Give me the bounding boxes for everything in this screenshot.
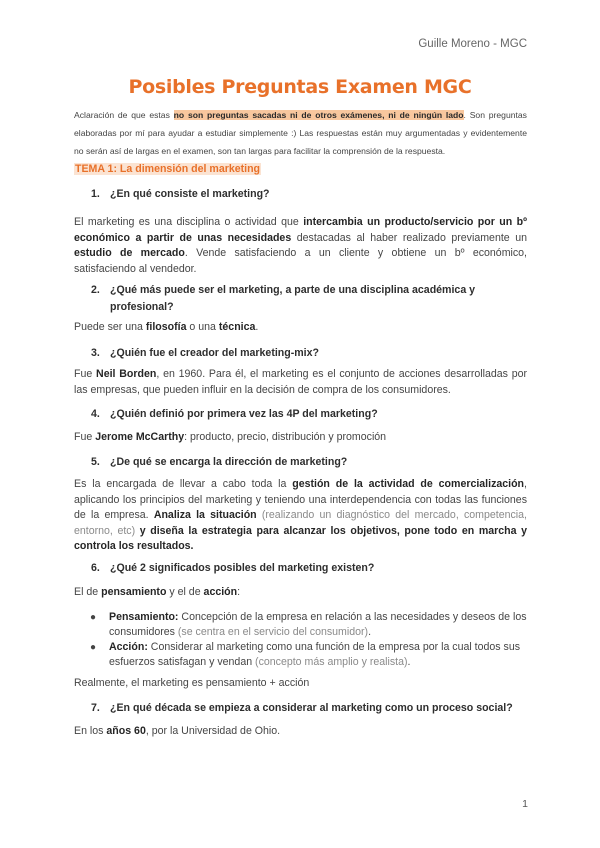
answer-text: En los xyxy=(74,725,107,737)
header-author: Guille Moreno - MGC xyxy=(418,38,527,50)
question-text: ¿Quién fue el creador del marketing-mix? xyxy=(110,347,319,359)
answer-text: Es la encargada de llevar a cabo toda la xyxy=(74,478,293,490)
bullet-text: Concepción de la empresa en relación a las necesidades y deseos de los consumidores xyxy=(109,611,527,638)
question-2 xyxy=(91,282,527,315)
question-text: ¿En qué consiste el marketing? xyxy=(110,188,270,200)
intro-rest: . Son preguntas elaboradas por mí para ayudar a estudiar simplemente :) Las respuestas están muy argumentadas y evidentemente no serán así de largas en el examen, son tan largas para facilitar la comprensión de la respuesta. xyxy=(74,110,527,156)
answer-bold: Neil Borden xyxy=(96,368,157,380)
answer-text: Fue xyxy=(74,368,97,380)
answer-text: , aplicando los principios del marketing y teniendo una interdependencia con todas las funciones de la empresa. xyxy=(74,478,527,522)
bullet-item xyxy=(90,610,527,640)
answer-text: , en 1960. Para él, el marketing es el conjunto de acciones desarrolladas por las empresas, que pueden influir en la decisión de compra de los consumidores. xyxy=(74,368,528,396)
answer-text: : xyxy=(237,586,241,598)
answer-bold: gestión de la actividad de comercialización xyxy=(292,478,525,490)
intro-paragraph xyxy=(74,107,527,160)
question-6 xyxy=(91,560,527,577)
answer-6-conclusion: Realmente, el marketing es pensamiento + acción xyxy=(74,677,310,689)
answer-text: . Vende satisfaciendo a un cliente y obtiene un bº económico, satisfaciendo al vendedor. xyxy=(74,247,527,275)
answer-text: y el de xyxy=(166,586,204,598)
question-number: 4. xyxy=(91,408,100,420)
bullet-label: Acción: xyxy=(109,641,148,653)
bullet-muted: (se centra en el servicio del consumidor) xyxy=(177,626,369,638)
answer-bold: estudio de mercado xyxy=(74,247,185,260)
answer-7 xyxy=(74,724,527,740)
answer-text: : producto, precio, distribución y promoción xyxy=(184,431,387,443)
answer-bold: Jerome McCarthy xyxy=(95,431,185,443)
question-4 xyxy=(91,406,527,423)
answer-text: . xyxy=(255,321,259,333)
question-number: 1. xyxy=(91,188,100,200)
bullet-end: . xyxy=(407,656,411,668)
answer-6 xyxy=(74,585,527,601)
question-number: 3. xyxy=(91,347,100,359)
question-text: ¿Quién definió por primera vez las 4P del marketing? xyxy=(110,408,378,420)
answer-muted: (realizando un diagnóstico del mercado, competencia, entorno, etc) xyxy=(74,509,527,537)
answer-4 xyxy=(74,430,527,446)
question-1 xyxy=(91,186,527,203)
intro-highlight: no son preguntas sacadas ni de otros exámenes, ni de ningún lado xyxy=(173,110,464,120)
question-text: ¿Qué más puede ser el marketing, a parte de una disciplina académica y profesional? xyxy=(110,284,476,313)
question-text: ¿Qué 2 significados posibles del marketing existen? xyxy=(110,562,375,574)
question-number: 6. xyxy=(91,562,100,574)
question-text: ¿De qué se encarga la dirección de marketing? xyxy=(110,456,348,468)
answer-1 xyxy=(74,215,527,277)
page-number: 1 xyxy=(522,798,528,810)
bullet-item xyxy=(90,640,527,670)
answer-bold: acción xyxy=(203,586,238,598)
answer-text: , por la Universidad de Ohio. xyxy=(145,725,281,737)
question-5 xyxy=(91,454,527,471)
answer-3 xyxy=(74,367,527,398)
answer-bold: años 60 xyxy=(106,725,146,737)
bullet-muted: (concepto más amplio y realista) xyxy=(255,656,408,668)
question-number: 5. xyxy=(91,456,100,468)
bullet-icon: ● xyxy=(90,612,97,623)
bullet-label: Pensamiento: xyxy=(109,611,179,623)
answer-bold: técnica xyxy=(218,321,256,333)
answer-text: o una xyxy=(186,321,219,333)
question-text: ¿En qué década se empieza a considerar al marketing como un proceso social? xyxy=(110,702,513,714)
answer-bold: intercambia un producto/servicio por un bº económico a partir de unas necesidades xyxy=(74,216,527,244)
answer-bold: pensamiento xyxy=(101,586,167,598)
answer-5 xyxy=(74,477,527,555)
question-7 xyxy=(91,700,527,717)
question-number: 7. xyxy=(91,702,100,714)
intro-lead: Aclaración de que estas xyxy=(74,110,174,120)
page-title: Posibles Preguntas Examen MGC xyxy=(128,76,472,98)
answer-bold: Analiza la situación xyxy=(153,509,257,522)
answer-bold: y diseña la estrategia para alcanzar los objetivos, pone todo en marcha y controla los resultados. xyxy=(74,524,527,553)
answer-2 xyxy=(74,320,527,336)
bullet-end: . xyxy=(368,626,372,638)
topic-heading: TEMA 1: La dimensión del marketing xyxy=(75,163,261,175)
answer-bold: filosofía xyxy=(145,321,187,333)
answer-text: Puede ser una xyxy=(74,321,146,333)
question-3 xyxy=(91,345,527,362)
bullet-text: Considerar al marketing como una función de la empresa por la cual todos sus esfuerzos satisfagan y vendan xyxy=(109,641,521,668)
bullet-icon: ● xyxy=(90,642,97,653)
answer-text: destacadas al haber realizado previamente un xyxy=(291,231,527,244)
answer-text: El de xyxy=(74,586,102,598)
answer-text: El marketing es una disciplina o actividad que xyxy=(74,216,304,228)
question-number: 2. xyxy=(91,284,100,296)
answer-text: Fue xyxy=(74,431,96,443)
